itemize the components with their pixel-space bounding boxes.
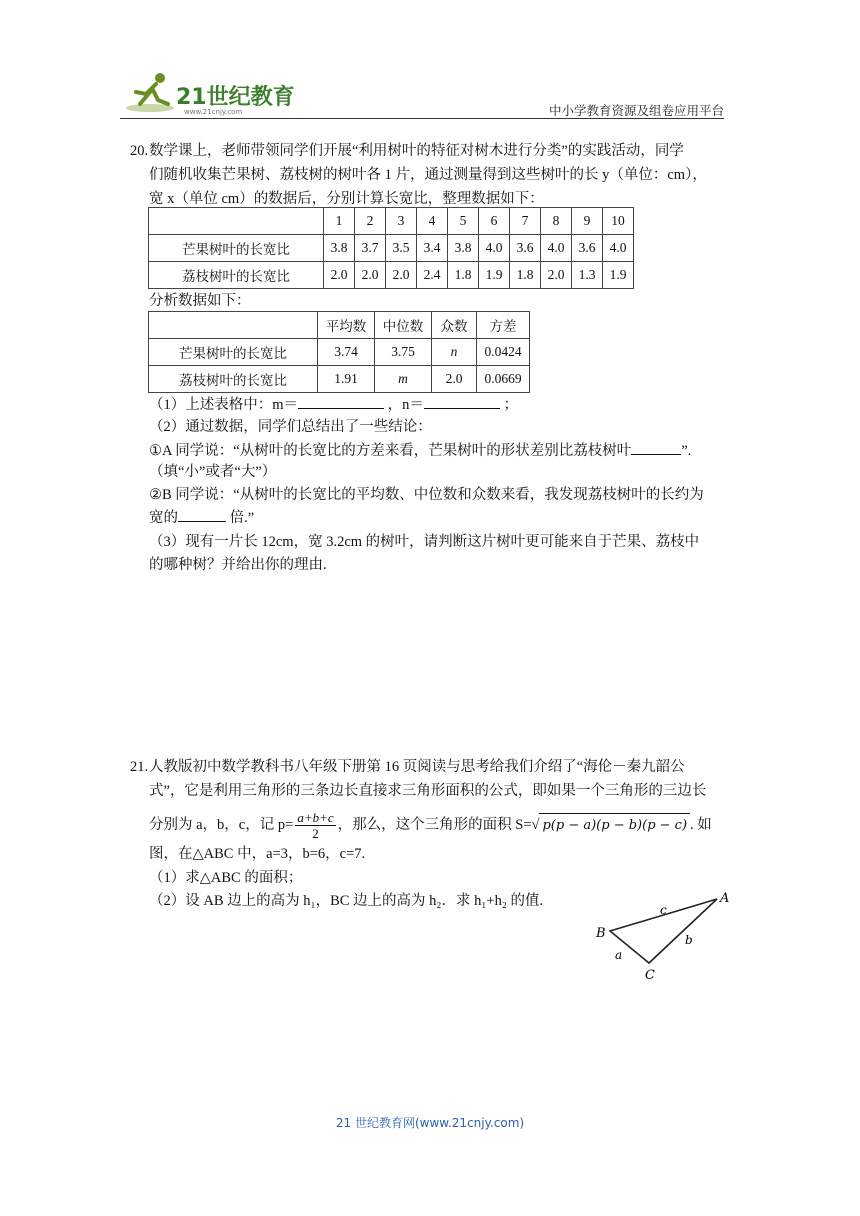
table-cell: 平均数 (318, 312, 375, 339)
table-cell: 4 (417, 208, 448, 235)
table-row (149, 235, 634, 262)
q20-part1-text-b: ，n＝ (387, 397, 424, 413)
side-a-label: a (615, 948, 623, 962)
q20-part2a-hint: （填“小”或者“大”） (149, 464, 277, 480)
table-header-row (149, 208, 634, 235)
side-b-label: b (685, 933, 693, 947)
table-cell: 3.6 (572, 235, 603, 262)
table-cell: m (375, 366, 432, 393)
row-label: 芒果树叶的长宽比 (149, 235, 324, 262)
table-cell: 2.4 (417, 262, 448, 289)
q20-part2a-text: ①A 同学说：“从树叶的长宽比的方差来看，芒果树叶的形状差别比荔枝树叶 (149, 443, 632, 459)
table-cell: 3.5 (386, 235, 417, 262)
platform-name: 中小学教育资源及组卷应用平台 (548, 103, 724, 118)
table-cell: 4.0 (479, 235, 510, 262)
table-cell: 2.0 (541, 262, 572, 289)
answer-blank-n[interactable] (424, 394, 500, 409)
answer-blank-m[interactable] (298, 394, 384, 409)
fraction-denominator: 2 (312, 826, 319, 841)
heron-formula: p(p − a)(p − b)(p − c) (539, 813, 690, 838)
q20-part1-text-a: （1）上述表格中：m＝ (149, 397, 299, 413)
q20-line-3: 宽 x（单位 cm）的数据后，分别计算长宽比，整理数据如下： (149, 191, 544, 207)
header-divider (120, 118, 724, 119)
q20-part3: （3）现有一片长 12cm，宽 3.2cm 的树叶，请判断这片树叶更可能来自于芒果、荔枝中 (149, 534, 700, 550)
q20-part2b-cont (149, 506, 254, 530)
q21-line-3-text-c: . 如 (690, 816, 712, 833)
answer-blank-shape[interactable] (631, 440, 681, 455)
vertex-b-label: B (596, 926, 606, 941)
table-cell: 1.8 (510, 262, 541, 289)
q21-part2: （2）设 AB 边上的高为 h₁，BC 边上的高为 h₂．求 h₁+h₂ 的值. (149, 893, 544, 909)
fraction-numerator: a+b+c (297, 810, 334, 825)
table-header-row (149, 312, 530, 339)
vertex-a-label: A (720, 891, 730, 906)
table-cell: 方差 (477, 312, 530, 339)
triangle-figure (592, 888, 742, 983)
q21-line-2: 式”，它是利用三角形的三条边长直接求三角形面积的公式，即如果一个三角形的三边长 (149, 783, 707, 799)
q21-line-4: 图，在△ABC 中，a=3，b=6，c=7. (149, 846, 366, 862)
table-cell: 3.4 (417, 235, 448, 262)
q20-line-2: 们随机收集芒果树、荔枝树的树叶各 1 片，通过测量得到这些树叶的长 y（单位：cm）， (149, 167, 707, 183)
table-cell: 中位数 (375, 312, 432, 339)
table-cell: 众数 (432, 312, 477, 339)
table-cell: 4.0 (541, 235, 572, 262)
side-c-label: c (660, 903, 667, 917)
footer-link[interactable]: 21 世纪教育网(www.21cnjy.com) (335, 1116, 525, 1130)
table-cell: 1 (324, 208, 355, 235)
table-cell: 1.9 (603, 262, 634, 289)
table-cell: 3.8 (324, 235, 355, 262)
table-cell: 2.0 (324, 262, 355, 289)
table-cell (149, 312, 318, 339)
table-cell: 3 (386, 208, 417, 235)
q20-part2b-text: 宽的 (149, 510, 178, 526)
q21-part1: （1）求△ABC 的面积； (149, 870, 303, 886)
q20-part3-cont: 的哪种树？并给出你的理由. (149, 557, 327, 573)
table-cell: 1.3 (572, 262, 603, 289)
table-cell (149, 208, 324, 235)
table-cell: 2.0 (386, 262, 417, 289)
analysis-label: 分析数据如下： (149, 293, 251, 309)
q20-number: 20. (130, 143, 149, 159)
q20-part2b: ②B 同学说：“从树叶的长宽比的平均数、中位数和众数来看，我发现荔枝树叶的长约为 (149, 487, 704, 503)
row-label: 荔枝树叶的长宽比 (149, 366, 318, 393)
table-cell: 1.91 (318, 366, 375, 393)
row-label: 荔枝树叶的长宽比 (149, 262, 324, 289)
q20-line-1: 数学课上，老师带领同学们开展“利用树叶的特征对树木进行分类”的实践活动，同学 (149, 143, 684, 159)
sqrt-radical-icon: √ (531, 816, 540, 833)
q20-part1-text-c: ； (503, 397, 519, 413)
q20-part2: （2）通过数据，同学们总结出了一些结论： (149, 419, 432, 435)
q21-line-3 (149, 810, 712, 841)
q21-line-3-text-a: 分别为 a，b，c，记 p= (149, 816, 294, 833)
ratio-data-table (148, 207, 634, 289)
formula-fraction (295, 810, 335, 841)
table-cell: 7 (510, 208, 541, 235)
row-label: 芒果树叶的长宽比 (149, 339, 318, 366)
logo-text: 21世纪教育 (176, 85, 294, 110)
table-cell: 1.9 (479, 262, 510, 289)
table-cell: 9 (572, 208, 603, 235)
table-cell: 3.74 (318, 339, 375, 366)
table-row (149, 366, 530, 393)
table-cell: 8 (541, 208, 572, 235)
q21-line-1: 人教版初中数学教科书八年级下册第 16 页阅读与思考给我们介绍了“海伦－秦九韶公 (149, 759, 685, 775)
table-cell: 0.0669 (477, 366, 530, 393)
table-cell: 4.0 (603, 235, 634, 262)
q20-part2b-end: 倍.” (229, 510, 255, 526)
runner-logo-icon (124, 70, 294, 116)
site-logo (124, 70, 294, 116)
table-cell: 2.0 (432, 366, 477, 393)
table-cell: 2.0 (355, 262, 386, 289)
table-cell: 6 (479, 208, 510, 235)
table-cell: 1.8 (448, 262, 479, 289)
table-cell: 3.7 (355, 235, 386, 262)
table-cell: 0.0424 (477, 339, 530, 366)
logo-url: www.21cnjy.com (184, 108, 243, 116)
table-cell: 2 (355, 208, 386, 235)
statistics-table (148, 311, 530, 393)
table-cell: 5 (448, 208, 479, 235)
q20-part1 (149, 393, 518, 417)
q21-line-3-text-b: ，那么，这个三角形的面积 S= (337, 816, 532, 833)
table-cell: 3.75 (375, 339, 432, 366)
vertex-c-label: C (645, 968, 655, 983)
table-cell: 3.6 (510, 235, 541, 262)
table-row (149, 262, 634, 289)
answer-blank-ratio[interactable] (178, 507, 226, 522)
table-row (149, 339, 530, 366)
q21-number: 21. (130, 759, 149, 775)
table-cell: n (432, 339, 477, 366)
table-cell: 10 (603, 208, 634, 235)
table-cell: 3.8 (448, 235, 479, 262)
q20-part2a-end: ”. (681, 443, 692, 459)
